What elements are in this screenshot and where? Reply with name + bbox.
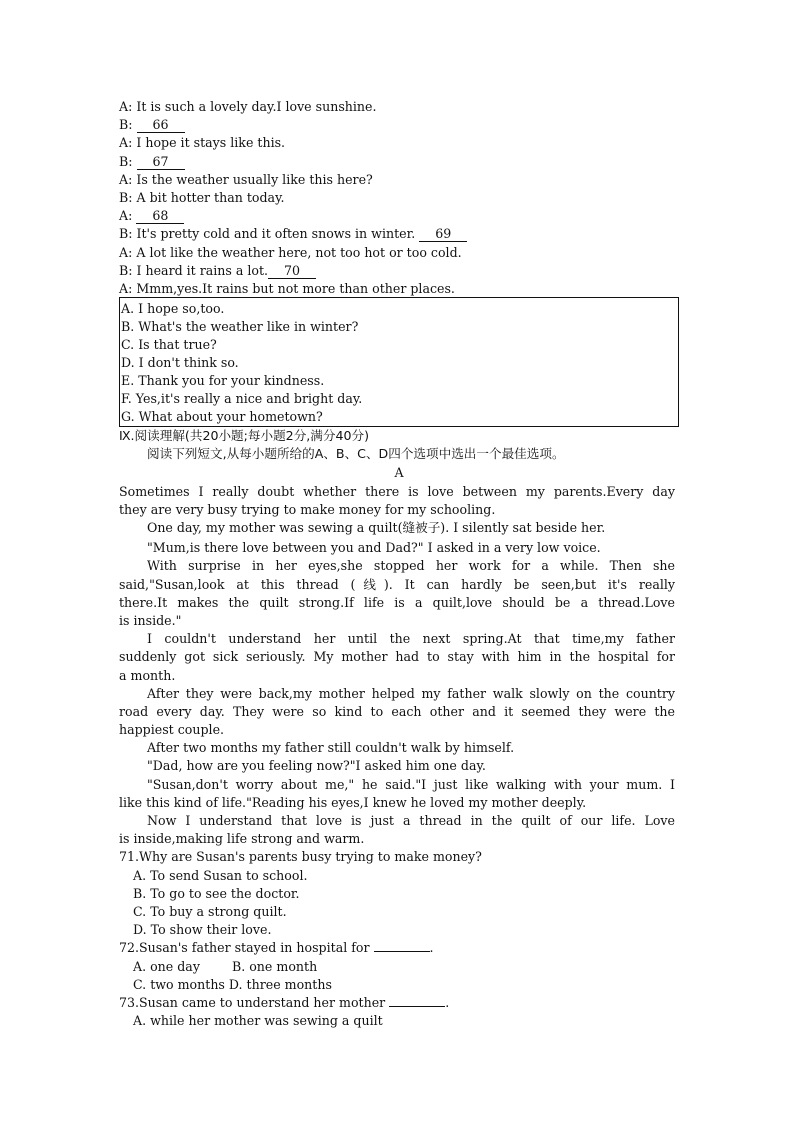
passage-line: Now I understand that love is just a thread in the quilt of our life. Love xyxy=(147,813,675,828)
answer-option[interactable]: C. two months D. three months xyxy=(133,976,332,992)
answer-blank[interactable] xyxy=(389,994,445,1007)
passage-line: After they were back,my mother helped my father walk slowly on the country xyxy=(147,685,675,701)
answer-option[interactable]: C. To buy a strong quilt. xyxy=(133,903,287,919)
passage-line: a month. xyxy=(119,667,176,683)
answer-blank[interactable] xyxy=(374,939,430,952)
passage-line: is inside,making life strong and warm. xyxy=(119,831,365,847)
dialogue-line: A: A lot like the weather here, not too hot or too cold. xyxy=(119,244,462,260)
passage-line: like this kind of life."Reading his eyes,I knew he loved my mother deeply. xyxy=(119,794,587,810)
passage-line: road every day. They were so kind to each other and it seemed they were the xyxy=(119,703,675,719)
question-stem: 73.Susan came to understand her mother . xyxy=(119,994,450,1010)
passage-line: Sometimes I really doubt whether there is love between my parents.Every day xyxy=(119,483,675,499)
exam-page xyxy=(119,98,679,1030)
passage xyxy=(119,483,675,849)
passage-line: there.It makes the quilt strong.If life is a quilt,love should be a thread.Love xyxy=(119,594,675,610)
option-item: F. Yes,it's really a nice and bright day. xyxy=(121,391,363,407)
answer-option[interactable]: B. To go to see the doctor. xyxy=(133,885,300,901)
passage-line: suddenly got sick seriously. My mother had to stay with him in the hospital for xyxy=(119,649,675,665)
passage-line: "Mum,is there love between you and Dad?" I asked in a very low voice. xyxy=(147,540,601,556)
option-item: D. I don't think so. xyxy=(121,355,239,371)
section-title: Ⅸ.阅读理解(共20小题;每小题2分,满分40分) xyxy=(119,428,370,444)
passage-line: One day, my mother was sewing a quilt(缝被子). I silently sat beside her. xyxy=(147,520,606,535)
option-item: A. I hope so,too. xyxy=(121,301,225,317)
passage-line: I couldn't understand her until the next spring.At that time,my father xyxy=(147,631,675,647)
dialogue-line: B: It's pretty cold and it often snows in winter. 69 xyxy=(119,225,679,243)
dialogue-line: A: 68 xyxy=(119,207,679,225)
option-item: B. What's the weather like in winter? xyxy=(121,319,359,335)
answer-blank[interactable]: 66 xyxy=(137,118,185,133)
answer-option[interactable]: A. one day B. one month xyxy=(133,958,318,974)
passage-line: said,"Susan,look at this thread (线). It can hardly be seen,but it's really xyxy=(119,576,675,592)
question-stem: 71.Why are Susan's parents busy trying to make money? xyxy=(119,849,482,865)
answer-blank[interactable]: 68 xyxy=(136,209,184,224)
dialogue xyxy=(119,98,679,298)
passage-line: After two months my father still couldn't walk by himself. xyxy=(147,740,515,756)
option-item: E. Thank you for your kindness. xyxy=(121,373,325,389)
options-box xyxy=(119,297,679,427)
dialogue-line: B: 66 xyxy=(119,116,679,134)
passage-line: they are very busy trying to make money for my schooling. xyxy=(119,501,496,517)
section-instruction: 阅读下列短文,从每小题所给的A、B、C、D四个选项中选出一个最佳选项。 xyxy=(147,446,565,462)
dialogue-line: A: Mmm,yes.It rains but not more than other places. xyxy=(119,280,455,296)
passage-line: With surprise in her eyes,she stopped her work for a while. Then she xyxy=(147,558,675,574)
dialogue-line: B: A bit hotter than today. xyxy=(119,189,285,205)
questions xyxy=(119,848,679,1030)
dialogue-line: A: Is the weather usually like this here? xyxy=(119,171,373,187)
answer-option[interactable]: A. while her mother was sewing a quilt xyxy=(133,1013,383,1029)
option-item: G. What about your hometown? xyxy=(121,409,323,425)
answer-option[interactable]: D. To show their love. xyxy=(133,922,272,938)
dialogue-line: A: It is such a lovely day.I love sunshine. xyxy=(119,99,377,114)
dialogue-line: B: 67 xyxy=(119,153,679,171)
dialogue-line: B: I heard it rains a lot. 70 xyxy=(119,262,679,280)
passage-line: "Susan,don't worry about me," he said."I just like walking with your mum. I xyxy=(147,776,675,792)
passage-label: A xyxy=(394,465,404,481)
answer-blank[interactable]: 67 xyxy=(137,155,185,170)
dialogue-line: A: I hope it stays like this. xyxy=(119,135,286,151)
answer-blank[interactable]: 69 xyxy=(419,227,467,242)
passage-line: happiest couple. xyxy=(119,722,225,738)
answer-option[interactable]: A. To send Susan to school. xyxy=(133,867,308,883)
question-stem: 72.Susan's father stayed in hospital for . xyxy=(119,940,434,956)
passage-line: is inside." xyxy=(119,612,182,628)
answer-blank[interactable]: 70 xyxy=(268,264,316,279)
option-item: C. Is that true? xyxy=(121,337,217,353)
passage-line: "Dad, how are you feeling now?"I asked him one day. xyxy=(147,758,486,774)
